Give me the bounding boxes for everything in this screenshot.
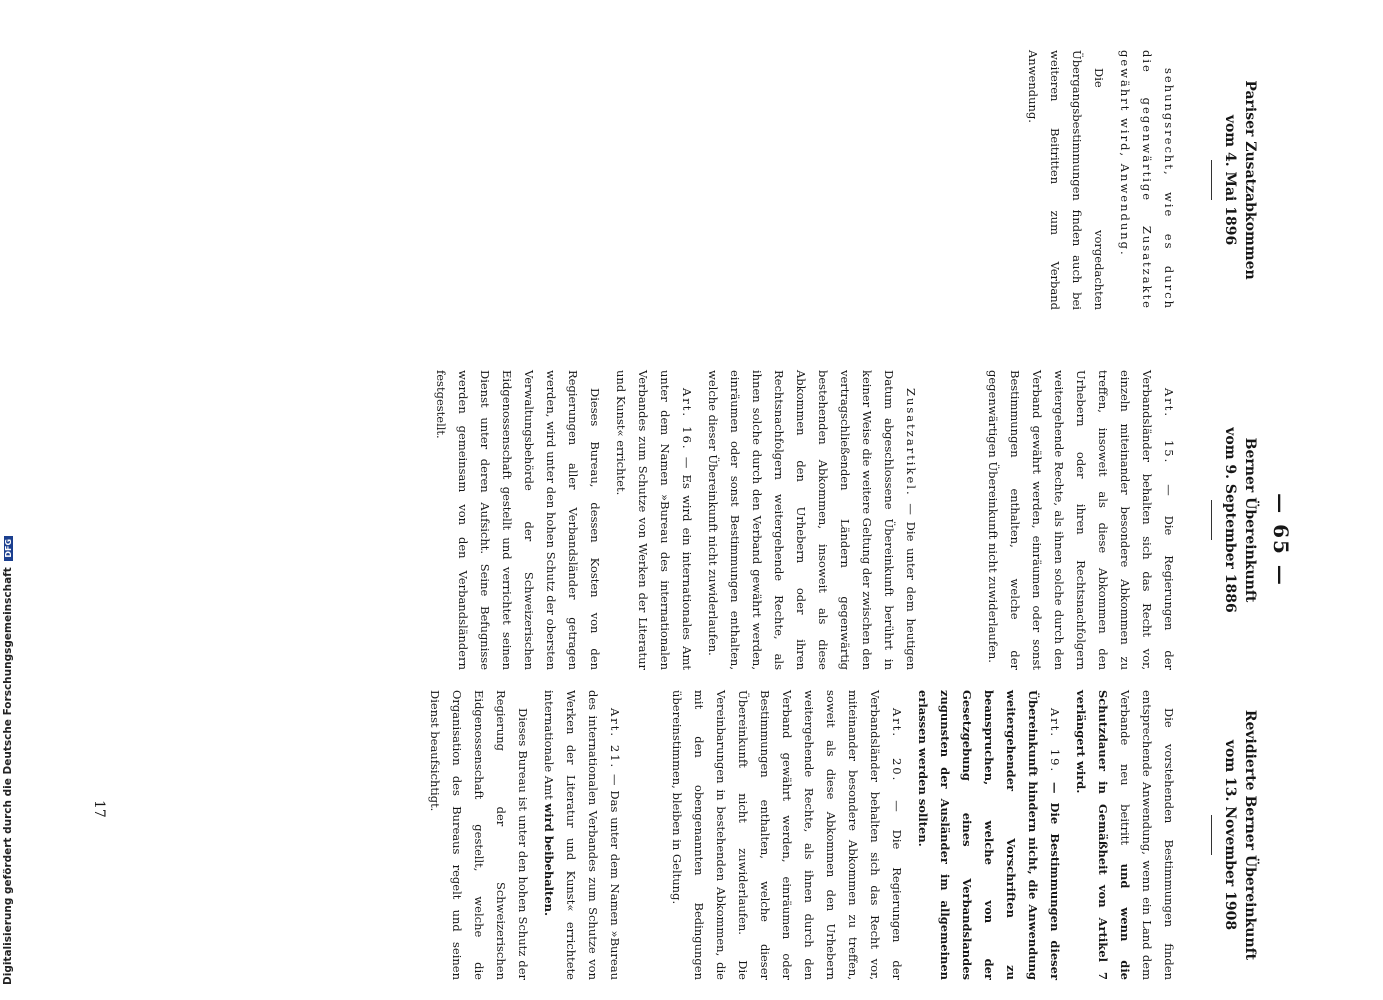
intro-paragraph: [1070, 690, 1180, 980]
article-label: Art. 15.: [1162, 388, 1176, 465]
article-text: — Es wird ein internationales Amt unter dem Namen »Bureau des internationalen Verbandes zum Schutze von Werken der Literatur und Kunst« errichtet.: [614, 370, 694, 670]
article-21: [538, 690, 626, 980]
article-label: Zusatzartikel.: [904, 388, 918, 497]
digitization-notice-text: Digitalisierung gefördert durch die Deutsche Forschungsgemeinschaft: [2, 567, 14, 985]
article-15: [982, 370, 1180, 670]
article-text: — Die Bestimmungen dieser Übereinkunft hindern nicht, die Anwendung weitergehender Vorschriften zu beanspruchen, welche von der Gesetzgebung eines Verbandslandes zugunsten der Ausländer im allgemeinen erlassen werden sollten.: [916, 690, 1062, 981]
article-text: — Die Regierungen der Verbandsländer behalten sich das Recht vor, einzeln miteinander besondere Abkommen zu treffen, insoweit als diese Abkommen den Urhebern oder ihren Rechtsnachfolgern weitergehende Rechte, als ihnen solche durch den Verband gewährt werden, einräumen oder sonst Bestimmungen enthalten, welche der gegenwärtigen Übereinkunft nicht zuwiderlaufen.: [986, 370, 1176, 671]
article-bold-text: wird beibehalten.: [542, 803, 556, 917]
heading-date: vom 9. September 1886: [1222, 427, 1238, 613]
article-text: — Die Regierungen der Verbandsländer behalten sich das Recht vor, miteinander besondere Abkommen zu treffen, soweit als diese Abkommen den Urhebern weitergehende Rechte, als ihnen durch den Verband gewährt werden, einräumen oder Bestimmungen enthalten, welche dieser Übereinkunft nicht zuwiderlaufen. Die Vereinbarungen in bestehenden Abkommen, die mit den obengenannten Bedingungen übereinstimmen, bleiben in Geltung.: [670, 690, 904, 981]
article-label: Art. 16.: [680, 388, 694, 451]
article-text: — Das unter dem Namen »Bureau des internationalen Verbandes zum Schutze von Werken der Literatur und Kunst« errichtete internationale Amt: [542, 690, 622, 980]
paragraph: Dieses Bureau, dessen Kosten von den Regierungen aller Verbandsländer getragen werden, wird unter den hohen Schutz der obersten Verwaltungsbehörde der Schweizerischen Eidgenossenschaft gestellt und verrichtet seinen Dienst unter deren Aufsicht. Seine Befugnisse werden gemeinsam von den Verbandsländern festgestellt.: [434, 370, 602, 670]
column-paris: [1018, 50, 1180, 310]
article-20: [666, 690, 908, 980]
heading-date: vom 13. November 1908: [1222, 739, 1238, 931]
article-label: Art. 20.: [890, 708, 904, 783]
article-19: [912, 690, 1066, 980]
heading-divider: [1211, 500, 1212, 540]
column-heading-bern-1886: [1211, 370, 1260, 670]
heading-divider: [1211, 160, 1212, 200]
document-page: [50, 40, 1330, 980]
column-bern-1886: [426, 370, 1180, 670]
heading-divider: [1211, 815, 1212, 855]
column-heading-paris: [1211, 50, 1260, 310]
heading-date: vom 4. Mai 1896: [1222, 114, 1238, 246]
intro-text: Die vorstehenden Bestimmungen finden entsprechende Anwendung, wenn ein Land dem Verbande neu beitritt: [1118, 690, 1176, 980]
paragraph: sehungsrecht, wie es durch die gegenwärtige Zusatzakte gewährt wird, Anwendung.: [1118, 50, 1176, 310]
dfg-logo: DFG: [4, 536, 13, 561]
footer-page-number: 17: [91, 800, 107, 818]
zusatzartikel: [702, 370, 922, 670]
article-label: Art. 19.: [1048, 708, 1062, 774]
page-number: — 65 —: [1269, 493, 1293, 587]
intro-bold-text: und wenn die Schutzdauer in Gemäßheit von Artikel 7 verlängert wird.: [1074, 690, 1132, 981]
article-text: — Die unter dem heutigen Datum abgeschlossene Übereinkunft berührt in keiner Weise die weitere Geltung der zwischen den vertragschließenden Ländern gegenwärtig bestehenden Abkommen, insoweit als diese Abkommen den Urhebern oder ihren Rechtsnachfolgern weitergehende Rechte, als ihnen solche durch den Verband gewährt werden, einräumen oder sonst Bestimmungen enthalten, welche dieser Übereinkunft nicht zuwiderlaufen.: [706, 370, 918, 670]
heading-title: Pariser Zusatzabkommen: [1242, 80, 1258, 280]
column-bern-1908: [420, 690, 1180, 980]
paragraph: Die vorgedachten Übergangsbestimmungen finden auch bei weiteren Beitritten zum Verband Anwendung.: [1026, 50, 1106, 310]
digitization-notice: [2, 538, 14, 985]
article-label: Art. 21.: [608, 708, 622, 770]
paragraph: Dieses Bureau ist unter den hohen Schutz der Regierung der Schweizerischen Eidgenossenschaft gestellt, welche die Organisation des Bureaus regelt und seinen Dienst beaufsichtigt.: [428, 690, 530, 980]
heading-title: Berner Übereinkunft: [1242, 437, 1258, 603]
column-heading-bern-1908: [1211, 690, 1260, 980]
article-16: [610, 370, 698, 670]
heading-title: Revidierte Berner Übereinkunft: [1242, 709, 1258, 961]
